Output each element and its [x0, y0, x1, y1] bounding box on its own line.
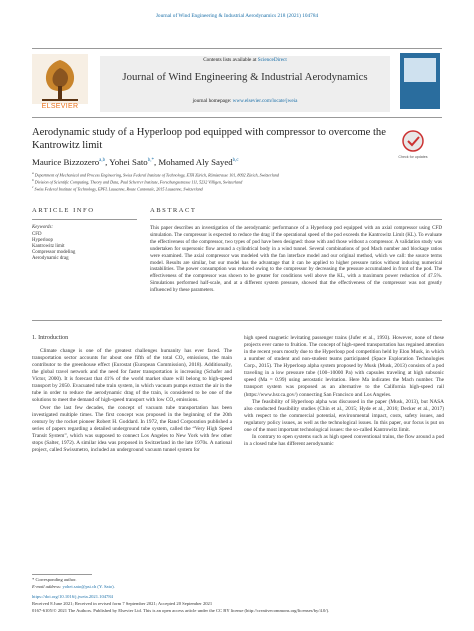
article-info-rule — [32, 219, 137, 220]
journal-homepage — [100, 98, 390, 104]
affiliation-a — [32, 171, 452, 177]
doi-link — [32, 594, 113, 599]
abstract-rule — [150, 219, 442, 220]
body-paragraph: high speed magnetic levitating passenger trains (Jufer et al., 1993). However, none of these projects ever came to fruition. The concept of high-speed transportation has regained attention in the recent years mostly due to the Hyperloop pod competition held by Elon Musk, in which a number of student and non-student teams participated (Space Exploration Technologies Corp., 2015). The Hyperloop alpha system proposed by Musk (Musk, 2013) consists of a pod traveling in a low pressure tube (100–10000 Pa) with capsules traveling at high subsonic speed (Ma = 0.99) using aerostatic levitation. Here Ma indicates the Mach number. The transport system was proposed as an alternative to the California high-speed rail (https://www.hsr.ca.gov/) connecting San Francisco and Los Angeles. — [244, 335, 444, 398]
license-line: 0167-6105/© 2021 The Authors. Published by Elsevier Ltd. This is an open access article under the CC BY license (http://creativecommons.org/licenses/by/4.0/). — [32, 608, 330, 613]
doi-url[interactable]: https://doi.org/10.1016/j.jweia.2021.104784 — [32, 594, 113, 599]
homepage-prefix: journal homepage: — [192, 98, 233, 104]
elsevier-tree-logo — [32, 54, 88, 104]
body-paragraph: The feasibility of Hyperloop alpha was discussed in the paper (Musk, 2013), but NASA also conducted feasibility studies (Chin et al., 2015; Hyde et al., 2016; Decker et al., 2017) with respect to the commercial potential, environmental impact, costs, safety issues, and regulatory policy issues, as well as the technological issues. In this paper, our focus is put on one of the most important technological issues: the so-called Kantrowitz limit. — [244, 398, 444, 433]
abstract-bottom-rule — [32, 320, 442, 321]
check-for-updates-label[interactable]: Check for updates — [398, 155, 428, 159]
check-for-updates-icon[interactable] — [398, 128, 428, 158]
footnote-rule — [32, 574, 92, 575]
body-paragraph: Climate change is one of the greatest challenges humanity has ever faced. The transportation sector accounts for about one fifth of the total CO₂ emissions, the main contributor to the greenhouse effect (Eurostat (European Commission), 2018). Additionally, the global travel network and the need for faster transportation is increasing (Schafer and Victor, 2000). It is forecast that 41% of the world market share will belong to high-speed transport by 2050. Evacuated tube train system, in which vacuum pumps extract the air in the tube in order to reduce the aerodynamic drag of the train, is considered to be one of the solutions to meet the demand of high-speed transport with low CO₂ emissions. — [32, 348, 232, 404]
author-separator: , — [153, 157, 159, 167]
email-link[interactable]: yohei.sato@psi.ch (Y. Sato). — [62, 584, 115, 589]
journal-title: Journal of Wind Engineering & Industrial Aerodynamics — [122, 71, 368, 83]
article-title: Aerodynamic study of a Hyperloop pod equipped with compressor to overcome the Kantrowitz limit — [32, 127, 386, 152]
keyword-item: Hyperloop — [32, 238, 53, 243]
author-list — [32, 157, 432, 167]
affiliation-text: Division of Scientific Computing, Theory and Data, Paul Scherrer Institute, Forschungsstrasse 111, 5232 Villigen, Switzerland — [34, 179, 243, 185]
keyword-item: Kantrowitz limit — [32, 244, 65, 249]
body-paragraph: Over the last few decades, the concept of vacuum tube transportation has been investigated multiple times. The first concept was proposed in the beginning of the 20th century by the rocket pioneer Robert H. Goddard. In 1972, the Rand Corporation published a series of papers regarding a detailed underground tube system, called the “Very High Speed Transit System”, which was supposed to connect Los Angeles to New York with few other stops (Salter, 1972). A similar idea was proposed in Switzerland in the late 1970s. A national project, called Swissmetro, included an underground vacuum tunnel system for — [32, 404, 232, 453]
author-name[interactable]: Maurice Bizzozero — [32, 157, 100, 167]
body-column-left — [32, 348, 232, 454]
sciencedirect-link[interactable]: ScienceDirect — [257, 57, 287, 63]
affiliation-sup: a — [32, 171, 34, 175]
journal-cover-art — [404, 58, 436, 82]
received-dates: Received 8 June 2021; Received in revised form 7 September 2021; Accepted 20 September 2021 — [32, 601, 213, 606]
keyword-item: CFD — [32, 232, 42, 237]
body-paragraph: In contrary to open systems such as high speed conventional trains, the flow around a pod in a closed tube has different aerodynamic — [244, 433, 444, 447]
affiliation-c — [32, 185, 452, 191]
footnote-corresponding: * Corresponding author. — [32, 577, 77, 582]
keyword-item: Compressor modeling — [32, 250, 76, 255]
affiliation-text: Swiss Federal Institute of Technology, EPFL Lausanne, Route Cantonale, 2015 Lausanne, Switzerland — [34, 186, 203, 192]
abstract-heading: ABSTRACT — [150, 207, 197, 214]
keyword-item: Aerodynamic drag — [32, 256, 69, 261]
footnote-email — [32, 584, 115, 589]
contents-prefix: Contents lists available at — [203, 57, 258, 63]
article-info-heading: ARTICLE INFO — [32, 207, 95, 214]
author-affil-sup[interactable]: b,c — [232, 158, 239, 164]
author-separator: , — [105, 157, 110, 167]
affiliation-sup: b — [32, 178, 34, 182]
author-name[interactable]: Mohamed Aly Sayed — [158, 157, 233, 167]
body-column-right — [244, 335, 444, 448]
affiliation-sup: c — [32, 185, 34, 189]
keywords-label: Keywords: — [32, 225, 54, 230]
affiliation-b — [32, 178, 452, 184]
publisher-name: ELSEVIER — [41, 103, 79, 110]
email-label: E-mail address: — [32, 584, 63, 589]
contents-availability — [100, 57, 390, 63]
running-citation[interactable]: Journal of Wind Engineering & Industrial Aerodynamics 218 (2021) 104784 — [155, 13, 319, 19]
abstract-body: This paper describes an investigation of the aerodynamic performance of a Hyperloop pod equipped with an axial compressor using CFD simulation. The compressor is expected to reduce the drag if the operational speed of the pod exceeds the Kantrowitz Limit (KL). To evaluate the effectiveness of the compressor, two types of pod have been designed: those with and those without a compressor. A validation study was undertaken for supersonic flow around a cylindrical body in a wind tunnel. Several combinations of pod Mach number and blockage ratios were examined. The axial compressor was modeled with the fan interface model and our original method, which we call: the source terms model. Results are similar, but our model has the advantage that it can be applied to higher pressure ratios without inducing numerical instabilities. The power consumption was reduced owing to the compressor by decreasing the pressure accumulated in front of the pod. The effectiveness of the compressor was shown to be greater for conditions well above the KL, with a maximum power reduction of 47.5%. Simulations performed half-scale, and at a different system pressure, showed that the effectiveness of the compressor was not greatly influenced by these parameters. — [150, 225, 442, 294]
author-affil-sup[interactable]: a,b — [99, 158, 106, 164]
author-name[interactable]: Yohei Sato — [109, 157, 148, 167]
homepage-link[interactable]: www.elsevier.com/locate/jweia — [232, 98, 298, 104]
affiliation-text: Department of Mechanical and Process Engineering, Swiss Federal Institute of Technology, ETH Zürich, Rämistrasse 101, 8092 Zürich, Switzerland — [34, 172, 279, 178]
author-affil-sup[interactable]: b,* — [147, 158, 154, 164]
section-heading-introduction: 1. Introduction — [32, 335, 69, 341]
